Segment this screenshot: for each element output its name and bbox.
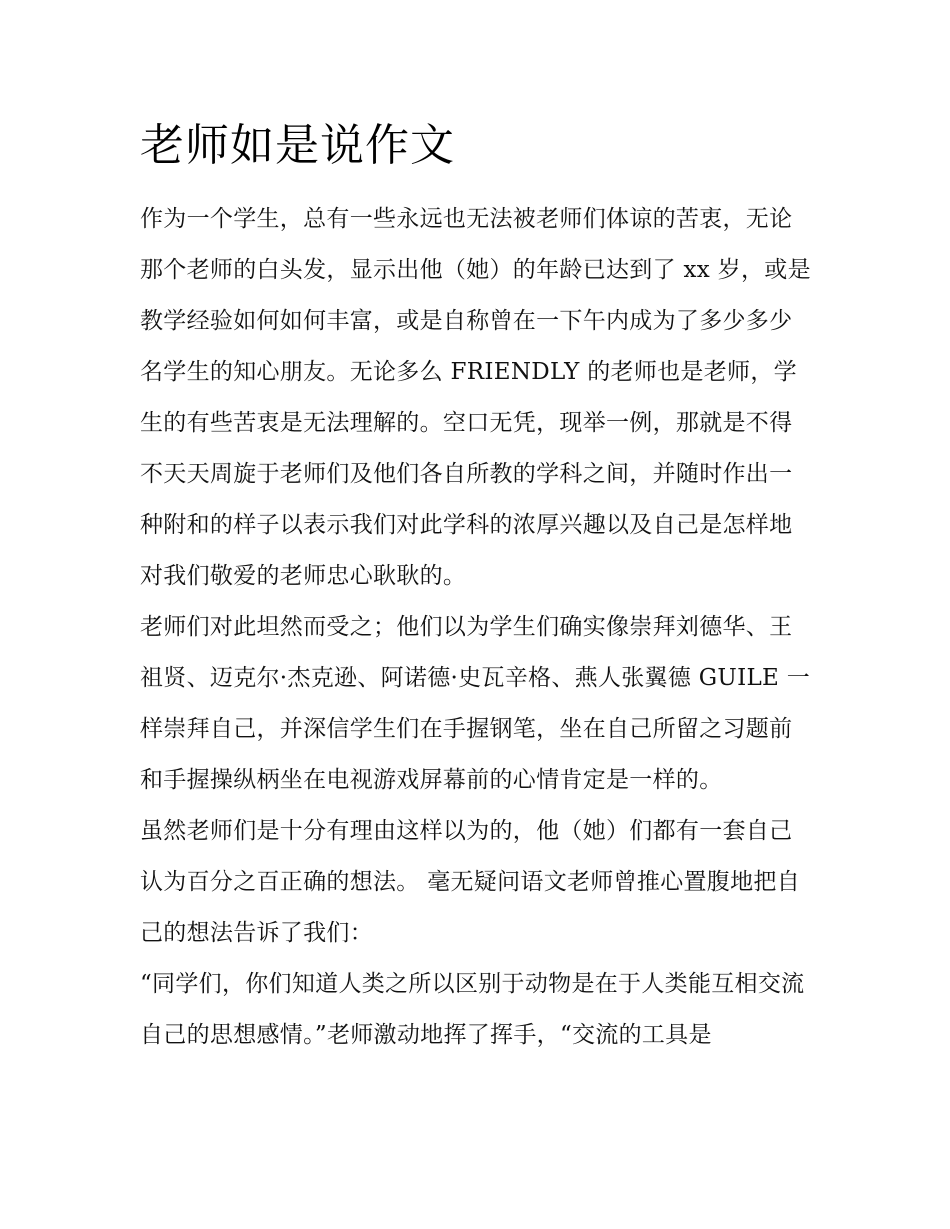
paragraph-3: 虽然老师们是十分有理由这样以为的，他（她）们都有一套自己认为百分之百正确的想法。 毫无疑问语文老师曾推心置腹地把自己的想法告诉了我们： <box>140 818 801 946</box>
document-page <box>140 112 812 1061</box>
document-title: 老师如是说作文 <box>140 120 455 171</box>
paragraph-1: 作为一个学生，总有一些永远也无法被老师们体谅的苦衷，无论那个老师的白头发，显示出他（她）的年龄已达到了 xx 岁，或是教学经验如何如何丰富，或是自称曾在一下午内成为了多少多少名学生的知心朋友。无论多么 FRIENDLY 的老师也是老师，学生的有些苦衷是无法理解的。空口无凭，现举一例，那就是不得不天天周旋于老师们及他们各自所教的学科之间，并随时作出一种附和的样子以表示我们对此学科的浓厚兴趣以及自己是怎样地对我们敬爱的老师忠心耿耿的。 <box>140 206 811 589</box>
paragraph-4: “同学们，你们知道人类之所以区别于动物是在于人类能互相交流自己的思想感情。”老师激动地挥了挥手，“交流的工具是 <box>140 971 805 1048</box>
paragraph-2: 老师们对此坦然而受之；他们以为学生们确实像崇拜刘德华、王祖贤、迈克尔·杰克逊、阿诺德·史瓦辛格、燕人张翼德 GUILE 一样崇拜自己，并深信学生们在手握钢笔，坐在自己所留之习题前和手握操纵柄坐在电视游戏屏幕前的心情肯定是一样的。 <box>140 614 811 793</box>
